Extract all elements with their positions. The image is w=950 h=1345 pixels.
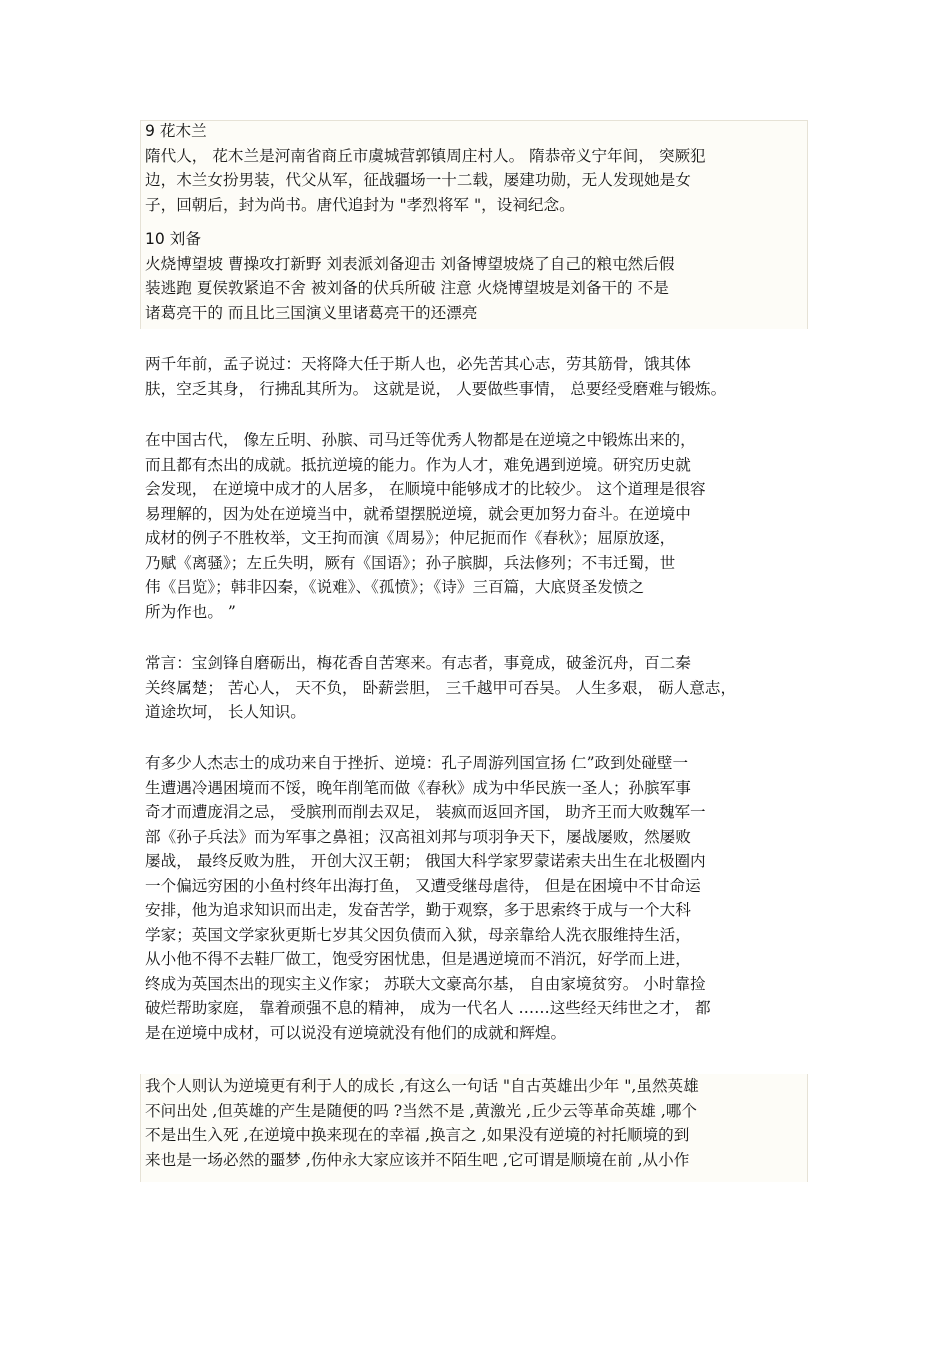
paragraph-line: 乃赋《离骚》；左丘失明，厥有《国语》；孙子膑脚，兵法修列；不韦迁蜀，世 [145, 553, 676, 572]
paragraph-line: 会发现， 在逆境中成才的人居多， 在顺境中能够成才的比较少。 这个道理是很容 [145, 480, 706, 498]
paragraph-mencius [145, 352, 810, 401]
paragraph-line: 不问出处 ,但英雄的产生是随便的吗 ?当然不是 ,黄激光 ,丘少云等革命英雄 ,哪个 [145, 1101, 697, 1120]
section-liu-bei [145, 227, 810, 325]
paragraph-line: 所为作也。 ” [145, 602, 236, 621]
paragraph-line: 而且都有杰出的成就。抵抗逆境的能力。作为人才，难免遇到逆境。研究历史就 [145, 455, 691, 474]
paragraph-line: 在中国古代， 像左丘明、孙膑、司马迁等优秀人物都是在逆境之中锻炼出来的， [145, 431, 696, 449]
paragraph-line: 诸葛亮干的 而且比三国演义里诸葛亮干的还漂亮 [145, 303, 478, 322]
paragraph-line: 一个偏远穷困的小鱼村终年出海打鱼， 又遭受继母虐待， 但是在困境中不甘命运 [145, 876, 701, 895]
paragraph-line: 奇才而遭庞涓之忌， 受膑刑而削去双足， 装疯而返回齐国， 助齐王而大败魏军一 [145, 803, 706, 821]
paragraph-line: 关终属楚； 苦心人， 天不负， 卧薪尝胆， 三千越甲可吞吴。 人生多艰， 砺人意志， [145, 678, 737, 697]
paragraph-line: 生遭遇冷遇困境而不馁，晚年削笔而做《春秋》成为中华民族一圣人；孙膑军事 [145, 778, 691, 797]
paragraph-line: 两千年前，孟子说过：天将降大任于斯人也，必先苦其心志，劳其筋骨，饿其体 [145, 355, 691, 373]
paragraph-line: 火烧博望坡 曹操攻打新野 刘表派刘备迎击 刘备博望坡烧了自己的粮屯然后假 [145, 254, 675, 273]
section-hua-mulan [145, 119, 810, 217]
paragraph-line: 有多少人杰志士的成功来自于挫折、逆境：孔子周游列国宣扬 仁”政到处碰壁一 [145, 754, 689, 772]
paragraph-proverbs [145, 651, 810, 725]
paragraph-line: 安排，他为追求知识而出走，发奋苦学，勤于观察，多于思索终于成与一个大科 [145, 901, 691, 919]
paragraph-adversity-history [145, 428, 810, 624]
paragraph-line: 常言：宝剑锋自磨砺出，梅花香自苦寒来。有志者，事竟成，破釜沉舟，百二秦 [145, 654, 691, 672]
paragraph-line: 来也是一场必然的噩梦 ,伤仲永大家应该并不陌生吧 ,它可谓是顺境在前 ,从小作 [145, 1150, 690, 1169]
paragraph-line: 从小他不得不去鞋厂做工，饱受穷困忧患，但是遇逆境而不消沉，好学而上进， [145, 950, 691, 968]
paragraph-line: 隋代人， 花木兰是河南省商丘市虞城营郭镇周庄村人。 隋恭帝义宁年间， 突厥犯 [145, 146, 706, 165]
paragraph-line: 成材的例子不胜枚举，文王拘而演《周易》；仲尼扼而作《春秋》；屈原放逐， [145, 529, 676, 547]
paragraph-line: 部《孙子兵法》而为军事之鼻祖；汉高祖刘邦与项羽争天下，屡战屡败，然屡败 [145, 827, 691, 846]
paragraph-line: 破烂帮助家庭， 靠着顽强不息的精神， 成为一代名人 ……这些经天纬世之才， 都 [145, 999, 711, 1017]
paragraph-personal-view [145, 1074, 810, 1172]
paragraph-line: 道途坎坷， 长人知识。 [145, 703, 306, 721]
paragraph-line: 边，木兰女扮男装，代父从军，征战疆场一十二载，屡建功勋，无人发现她是女 [145, 171, 691, 189]
paragraph-line: 屡战， 最终反败为胜， 开创大汉王朝； 俄国大科学家罗蒙诺索夫出生在北极圈内 [145, 852, 706, 870]
paragraph-line: 伟《吕览》；韩非囚秦，《说难》、《孤愤》；《诗》三百篇，大底贤圣发愤之 [145, 578, 644, 596]
paragraph-line: 终成为英国杰出的现实主义作家； 苏联大文豪高尔基， 自由家境贫穷。 小时靠捡 [145, 974, 706, 993]
paragraph-line: 装逃跑 夏侯敦紧追不舍 被刘备的伏兵所破 注意 火烧博望坡是刘备干的 不是 [145, 279, 669, 297]
paragraph-line: 学家；英国文学家狄更斯七岁其父因负债而入狱，母亲靠给人洗衣服维持生活， [145, 925, 691, 944]
paragraph-line: 易理解的，因为处在逆境当中，就希望摆脱逆境，就会更加努力奋斗。在逆境中 [145, 504, 691, 523]
section-heading: 9 花木兰 [145, 122, 207, 140]
paragraph-line: 我个人则认为逆境更有利于人的成长 ,有这么一句话 "自古英雄出少年 ",虽然英雄 [145, 1077, 699, 1095]
paragraph-line: 是在逆境中成材，可以说没有逆境就没有他们的成就和辉煌。 [145, 1023, 567, 1042]
section-heading: 10 刘备 [145, 230, 201, 248]
paragraph-line: 肤，空乏其身， 行拂乱其所为。 这就是说， 人要做些事情， 总要经受磨难与锻炼。 [145, 379, 727, 398]
paragraph-line: 不是出生入死 ,在逆境中换来现在的幸福 ,换言之 ,如果没有逆境的衬托顺境的到 [145, 1126, 690, 1144]
paragraph-successful-people [145, 751, 810, 1045]
paragraph-line: 子，回朝后，封为尚书。唐代追封为 "孝烈将军 "，设祠纪念。 [145, 195, 575, 214]
